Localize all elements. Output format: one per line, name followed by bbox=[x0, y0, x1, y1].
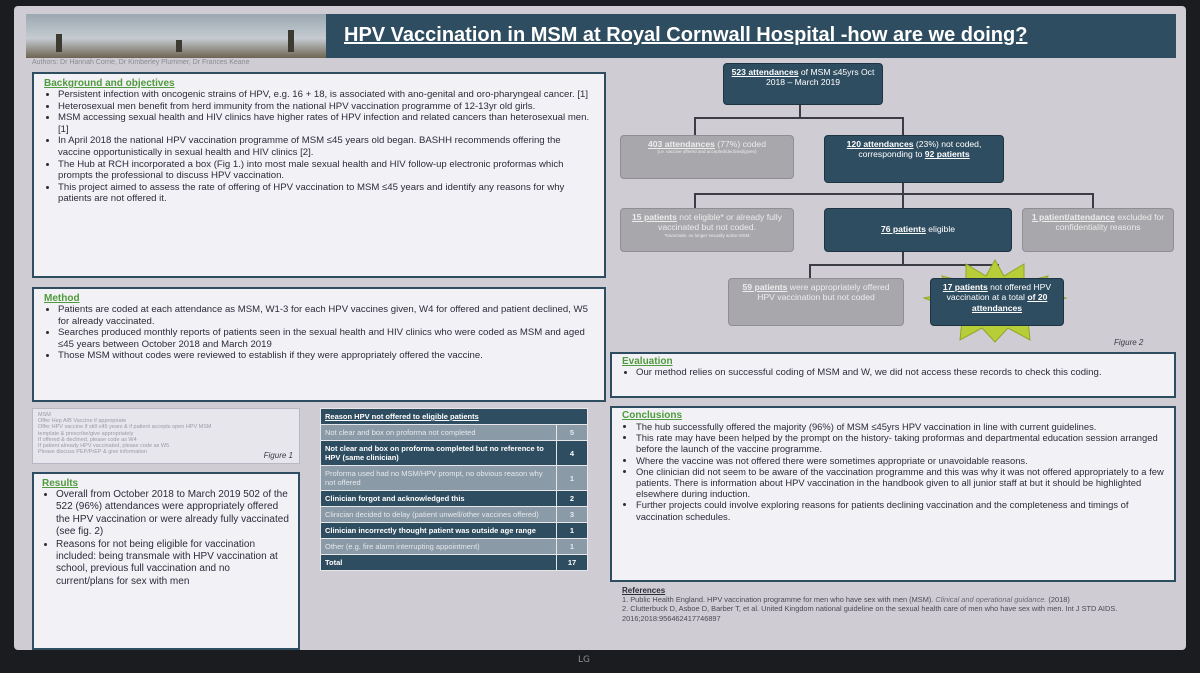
reference-text: 1. Public Health England. HPV vaccination programme for men who have sex with men (MSM). bbox=[622, 595, 936, 604]
table-row bbox=[321, 507, 588, 523]
flow-box-not-coded bbox=[824, 135, 1004, 183]
results-section bbox=[32, 472, 300, 650]
reason-cell: Clinician incorrectly thought patient was outside age range bbox=[321, 523, 557, 539]
reference-text: 2. Clutterbuck D, Asboe D, Barber T, et al. United Kingdom national guideline on the sexual health care of men who have sex with men. Int J STD AIDS. 2016;2018:956462417746897 bbox=[622, 604, 1118, 623]
figure-2-label: Figure 2 bbox=[1114, 338, 1144, 347]
results-item: • Reasons for not being eligible for vaccination included: being transmale with HPV vaccination at school, previous full vaccination and no current/plans for sex with men bbox=[56, 539, 290, 589]
flow-text: of MSM ≤45yrs Oct 2018 – March 2019 bbox=[765, 67, 875, 88]
table-row bbox=[321, 425, 588, 441]
flow-box-total-attendances bbox=[723, 63, 883, 105]
flow-text: eligible bbox=[925, 224, 956, 234]
table-row bbox=[321, 441, 588, 466]
method-item: • Patients are coded at each attendance as MSM, W1-3 for each HPV vaccines given, W4 for offered and patient declined, W5 for already vaccinated. bbox=[58, 304, 594, 327]
figure-1-label: Figure 1 bbox=[263, 451, 293, 460]
background-list bbox=[44, 89, 594, 205]
flow-bold-text: 523 attendances bbox=[731, 67, 799, 77]
table-row bbox=[321, 466, 588, 491]
flow-connector bbox=[694, 193, 696, 208]
reasons-table-header: Reason HPV not offered to eligible patients bbox=[321, 409, 588, 425]
poster-title: HPV Vaccination in MSM at Royal Cornwall Hospital -how are we doing? bbox=[344, 24, 1028, 46]
count-cell: 1 bbox=[557, 539, 588, 555]
count-cell: 5 bbox=[557, 425, 588, 441]
flow-bold-text: of 20 attendances bbox=[971, 292, 1048, 313]
total-count-cell: 17 bbox=[557, 555, 588, 571]
reasons-table bbox=[320, 408, 588, 571]
flow-text: were appropriately offered HPV vaccination but not coded bbox=[757, 282, 890, 303]
total-label-cell: Total bbox=[321, 555, 557, 571]
flow-box-coded bbox=[620, 135, 794, 179]
figure-1-proforma-box bbox=[32, 408, 300, 464]
flow-bold-text: 76 patients bbox=[880, 224, 926, 234]
reason-cell: Not clear and box on proforma not completed bbox=[321, 425, 557, 441]
flow-bold-text: 403 attendances bbox=[648, 139, 715, 149]
conclusions-item: • Further projects could involve exploring reasons for patients declining vaccination and the completeness and timings of vaccination schedules. bbox=[636, 499, 1164, 521]
screen bbox=[14, 6, 1186, 650]
conclusions-item: • The hub successfully offered the majority (96%) of MSM ≤45yrs HPV vaccination in line with current guidelines. bbox=[636, 421, 1164, 432]
evaluation-section bbox=[610, 352, 1176, 398]
background-item: • In April 2018 the national HPV vaccination programme of MSM ≤45 years old began. BASHH recommends offering the vaccine opportunistically in sexual health and HIV clinics [2]. bbox=[58, 135, 594, 158]
authors-line: Authors: Dr Hannah Corrie, Dr Kimberley Plummer, Dr Frances Keane bbox=[32, 59, 250, 66]
method-item: • Those MSM without codes were reviewed to establish if they were appropriately offered the vaccine. bbox=[58, 350, 594, 362]
figure-1-line: If offered & declined, please code as W4 bbox=[38, 436, 137, 443]
flow-box-not-eligible bbox=[620, 208, 794, 252]
flow-connector bbox=[1092, 193, 1094, 208]
method-heading: Method bbox=[44, 293, 80, 304]
flow-bold-text: 92 patients bbox=[924, 149, 970, 160]
background-item: • The Hub at RCH incorporated a box (Fig 1.) into most male sexual health and HIV follow-up electronic proformas which prompts the professional to discuss HPV vaccination. bbox=[58, 159, 594, 182]
flow-box-eligible bbox=[824, 208, 1012, 252]
header-landscape-image bbox=[26, 14, 326, 58]
flow-box-excluded bbox=[1022, 208, 1174, 252]
figure-1-line: Offer HPV vaccine if still ≤45 years & if patient accepts open HPV MSM bbox=[38, 424, 212, 431]
results-list bbox=[42, 489, 290, 588]
flow-text: not eligible* or already fully vaccinated but not coded. bbox=[658, 212, 782, 233]
flow-bold-text: 120 attendances bbox=[846, 139, 914, 149]
table-header-row bbox=[321, 409, 588, 425]
flow-connector bbox=[694, 193, 1094, 195]
flow-connector bbox=[694, 117, 904, 119]
conclusions-item: • Where the vaccine was not offered there were sometimes appropriate or unavoidable reasons. bbox=[636, 455, 1164, 466]
table-total-row bbox=[321, 555, 588, 571]
results-heading: Results bbox=[42, 478, 79, 489]
conclusions-item: • One clinician did not seem to be aware of the vaccination programme and this was why it was not offered appropriately to a few patients. There is information about HPV vaccination in the handbook given to all junior staff at but it should be highlighted elsewhere during induction. bbox=[636, 466, 1164, 500]
count-cell: 4 bbox=[557, 441, 588, 466]
method-list bbox=[44, 304, 594, 362]
reason-cell: Other (e.g. fire alarm interrupting appointment) bbox=[321, 539, 557, 555]
conclusions-list bbox=[622, 421, 1164, 522]
reference-tail-text: (2018) bbox=[1046, 595, 1070, 604]
background-item: • Heterosexual men benefit from herd immunity from the national HPV vaccination programme of 12-13yr old girls. bbox=[58, 101, 594, 113]
flow-small-text: (i.e. vaccine offered and accepted/declined/given) bbox=[657, 149, 757, 155]
count-cell: 1 bbox=[557, 523, 588, 539]
count-cell: 1 bbox=[557, 466, 588, 491]
reference-italic-text: Clinical and operational guidance. bbox=[935, 595, 1047, 604]
flow-bold-text: 15 patients bbox=[632, 212, 677, 222]
evaluation-list bbox=[622, 367, 1164, 379]
background-item: • This project aimed to assess the rate of offering of HPV vaccination to MSM ≤45 years and identify any reasons for why patients are not offered it. bbox=[58, 182, 594, 205]
flow-bold-text: 59 patients bbox=[742, 282, 788, 292]
reason-cell: Not clear and box on proforma completed but no reference to HPV (same clinician) bbox=[321, 441, 557, 466]
evaluation-heading: Evaluation bbox=[622, 356, 673, 367]
flow-small-text: *transmale, no longer sexually active MSM bbox=[664, 232, 750, 238]
method-item: • Searches produced monthly reports of patients seen in the sexual health and HIV clinics who were coded as MSM and aged ≤45 years between October 2018 and March 2019 bbox=[58, 327, 594, 350]
results-item: • Overall from October 2018 to March 2019 502 of the 522 (96%) attendances were appropriately offered the HPV vaccination or were already fully vaccinated (see fig. 2) bbox=[56, 489, 290, 539]
flow-text: (23%) not coded, corresponding to bbox=[858, 139, 982, 160]
figure-1-line: MSM bbox=[38, 412, 51, 418]
reference-item bbox=[622, 604, 1172, 623]
flow-text: excluded for confidentiality reasons bbox=[1055, 212, 1165, 233]
flow-bold-text: 1 patient/attendance bbox=[1031, 212, 1115, 222]
flow-box-not-offered bbox=[930, 278, 1064, 326]
conclusions-heading: Conclusions bbox=[622, 410, 683, 421]
flow-text: (77%) coded bbox=[714, 139, 766, 149]
flow-text: not offered HPV vaccination at a total bbox=[946, 282, 1052, 303]
background-item: • Persistent infection with oncogenic strains of HPV, e.g. 16 + 18, is associated with ano-genital and oro-pharyngeal cancer. [1] bbox=[58, 89, 594, 101]
reason-cell: Clinician forgot and acknowledged this bbox=[321, 491, 557, 507]
references-heading: References bbox=[622, 586, 666, 595]
figure-1-line: Offer Hep A/B Vaccine if appropriate bbox=[38, 418, 127, 425]
flow-connector bbox=[799, 104, 801, 118]
flow-connector bbox=[902, 193, 904, 208]
figure-1-line: Please discuss PEP/PrEP & give information bbox=[38, 449, 148, 456]
method-section bbox=[32, 287, 606, 402]
poster-header bbox=[26, 14, 1176, 58]
table-row bbox=[321, 523, 588, 539]
table-row bbox=[321, 539, 588, 555]
table-row bbox=[321, 491, 588, 507]
flow-connector bbox=[902, 117, 904, 135]
reason-cell: Clinician decided to delay (patient unwell/other vaccines offered) bbox=[321, 507, 557, 523]
flow-bold-text: 17 patients bbox=[942, 282, 988, 292]
figure-1-line: template & prescribe/give appropriately bbox=[38, 430, 134, 437]
flow-connector bbox=[809, 264, 811, 278]
count-cell: 2 bbox=[557, 491, 588, 507]
reference-item bbox=[622, 595, 1172, 604]
reason-cell: Proforma used had no MSM/HPV prompt, no obvious reason why not offered bbox=[321, 466, 557, 491]
background-item: • MSM accessing sexual health and HIV clinics have higher rates of HPV infection and related cancers than heterosexual men. [1] bbox=[58, 112, 594, 135]
references-section bbox=[622, 586, 1172, 623]
conclusions-item: • This rate may have been helped by the prompt on the history- taking proformas and departmental education session arranged before the launch of the vaccine programme. bbox=[636, 432, 1164, 454]
conclusions-section bbox=[610, 406, 1176, 582]
background-section bbox=[32, 72, 606, 278]
flow-box-offered-not-coded bbox=[728, 278, 904, 326]
tv-brand-logo: LG bbox=[578, 655, 590, 665]
background-heading: Background and objectives bbox=[44, 78, 175, 89]
count-cell: 3 bbox=[557, 507, 588, 523]
flow-connector bbox=[694, 117, 696, 135]
figure-1-line: If patient already HPV vaccinated, please code as W5 bbox=[38, 443, 170, 450]
evaluation-item: • Our method relies on successful coding of MSM and W, we did not access these records to check this coding. bbox=[636, 367, 1164, 379]
